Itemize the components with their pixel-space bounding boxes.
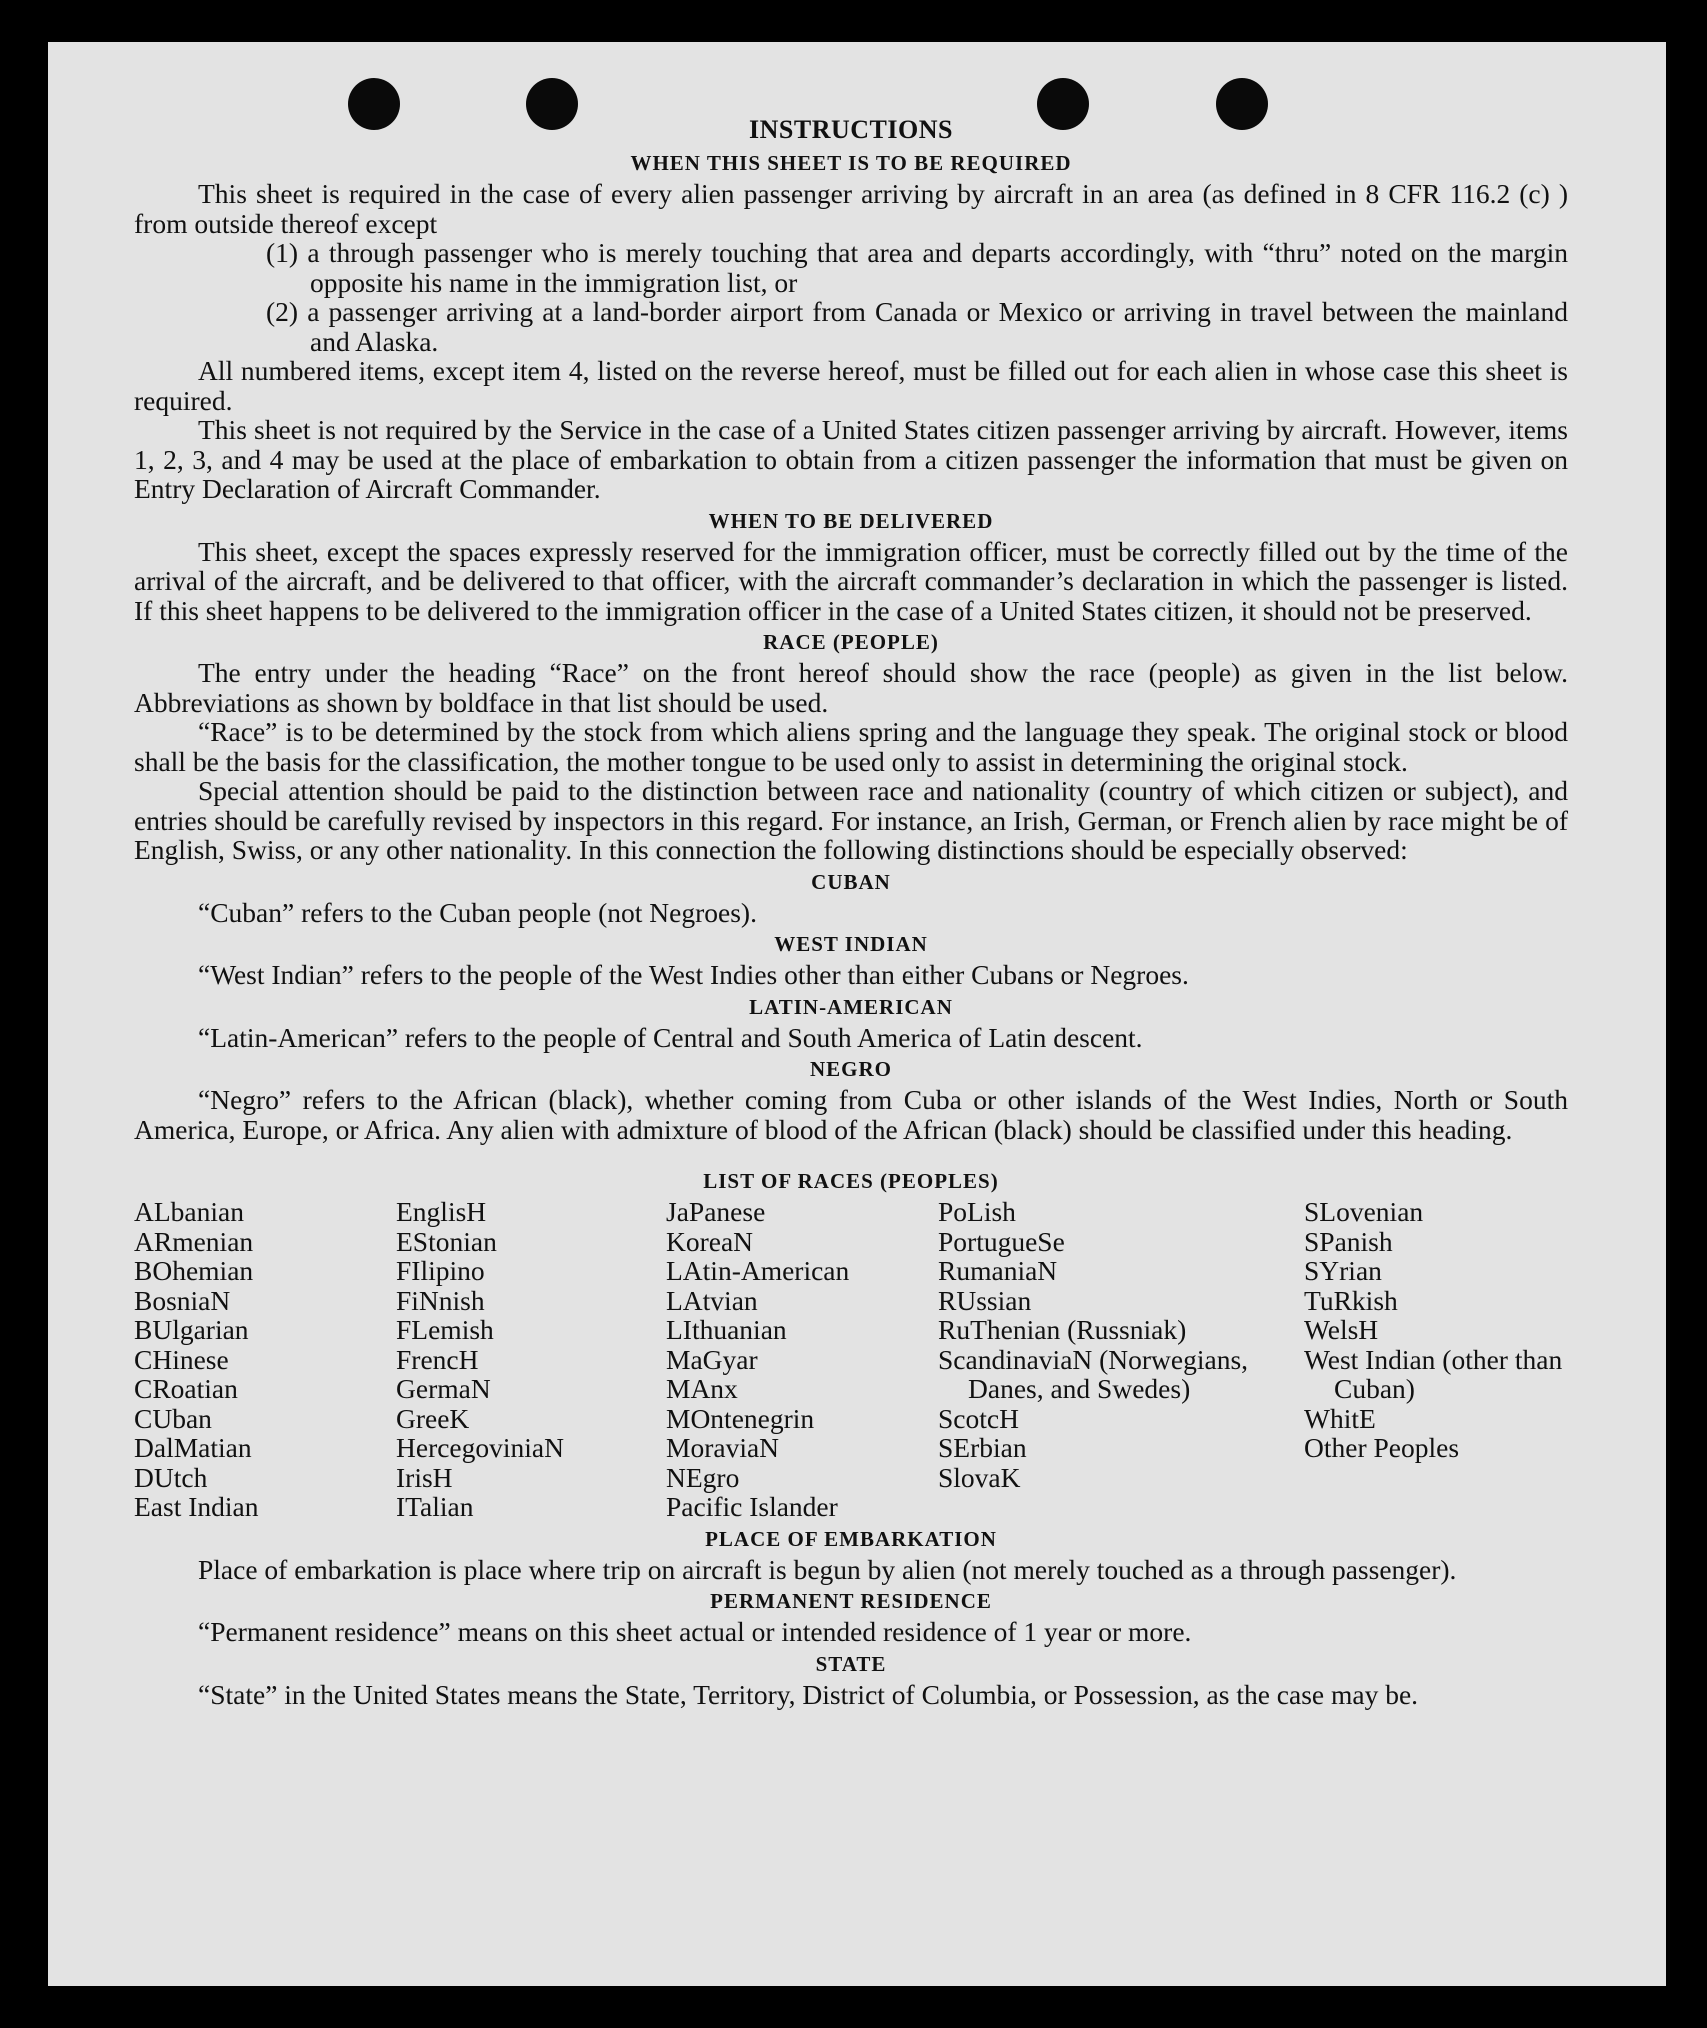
- race-item: SYrian: [1304, 1255, 1382, 1286]
- paragraph: “Permanent residence” means on this sheet actual or intended residence of 1 year or more.: [198, 1616, 1192, 1647]
- race-item: DalMatian: [134, 1432, 252, 1463]
- race-column: [666, 1197, 938, 1522]
- race-item: BUlgarian: [134, 1314, 249, 1345]
- race-item: MaGyar: [666, 1343, 758, 1375]
- race-item: LIthuanian: [666, 1314, 787, 1345]
- heading-negro: NEGRO: [809, 1057, 892, 1081]
- race-item: EnglisH: [396, 1196, 487, 1227]
- paragraph: “West Indian” refers to the people of the West Indies other than either Cubans or Negroes.: [198, 959, 1189, 990]
- race-item: HercegoviniaN: [396, 1432, 564, 1463]
- race-column: [396, 1197, 666, 1522]
- race-item: PoLish: [938, 1196, 1016, 1227]
- race-item: FIlipino: [396, 1255, 485, 1286]
- race-item: BOhemian: [134, 1255, 254, 1286]
- race-item: FLemish: [396, 1314, 494, 1345]
- paragraph: This sheet is required in the case of every alien passenger arriving by aircraft in an area (as defined in 8 CFR 116.2 (c) ) from outside thereof except: [134, 178, 1568, 239]
- exception-item: (2) a passenger arriving at a land-border airport from Canada or Mexico or arriving in travel between the mainland and Alaska.: [266, 296, 1568, 357]
- race-item: SLovenian: [1304, 1196, 1424, 1227]
- race-item: NEgro: [666, 1461, 740, 1493]
- race-item: MOntenegrin: [666, 1402, 815, 1434]
- race-item: LAtin-American: [666, 1255, 850, 1286]
- race-item: ScotcH: [938, 1402, 1019, 1434]
- paragraph: Place of embarkation is place where trip on aircraft is begun by alien (not merely touched as a through passenger).: [198, 1553, 1457, 1585]
- race-item: CHinese: [134, 1343, 229, 1375]
- heading-when-required: WHEN THIS SHEET IS TO BE REQUIRED: [630, 151, 1072, 175]
- race-item: JaPanese: [666, 1196, 766, 1227]
- race-item: WhitE: [1304, 1402, 1376, 1434]
- race-item: ITalian: [396, 1491, 474, 1522]
- race-item: TuRkish: [1304, 1284, 1398, 1316]
- race-item: MAnx: [666, 1373, 738, 1404]
- exception-item: (1) a through passenger who is merely touching that area and departs accordingly, with “thru” noted on the margin opposite his name in the immigration list, or: [266, 237, 1568, 298]
- paragraph: This sheet, except the spaces expressly reserved for the immigration officer, must be correctly filled out by the time of the arrival of the aircraft, and be delivered to that officer, with the aircraft commander’s declaration in which the passenger is listed. If this sheet happens to be delivered to the immigration officer in the case of a United States citizen, it should not be preserved.: [134, 535, 1568, 626]
- race-item: BosniaN: [134, 1284, 231, 1316]
- race-item: FrencH: [396, 1343, 479, 1375]
- race-column: [134, 1197, 396, 1522]
- race-list: [134, 1197, 1568, 1522]
- heading-place-of-embarkation: PLACE OF EMBARKATION: [705, 1526, 997, 1551]
- race-item: SErbian: [938, 1432, 1027, 1463]
- paragraph: “Cuban” refers to the Cuban people (not Negroes).: [198, 896, 757, 928]
- paragraph: Special attention should be paid to the distinction between race and nationality (country of which citizen or subject), and entries should be carefully revised by inspectors in this regard. For instance, an Irish, German, or French alien by race might be of English, Swiss, or any other nationality. In this connection the following distinctions should be especially observed:: [134, 775, 1568, 865]
- race-item: SlovaK: [938, 1461, 1021, 1493]
- document-page: [48, 42, 1666, 1986]
- paragraph: All numbered items, except item 4, listed on the reverse hereof, must be filled out for each alien in whose case this sheet is required.: [134, 355, 1568, 416]
- paragraph: This sheet is not required by the Service in the case of a United States citizen passenger arriving by aircraft. However, items 1, 2, 3, and 4 may be used at the place of embarkation to obtain from a citizen passenger the information that must be given on Entry Declaration of Aircraft Commander.: [134, 414, 1568, 504]
- heading-state: STATE: [815, 1651, 887, 1676]
- heading-west-indian: WEST INDIAN: [774, 932, 928, 956]
- instructions-body: [134, 114, 1568, 1709]
- heading-latin-american: LATIN-AMERICAN: [749, 994, 953, 1019]
- race-item: SPanish: [1304, 1225, 1393, 1257]
- race-column: [938, 1197, 1304, 1522]
- race-item: DUtch: [134, 1461, 208, 1493]
- race-item: RumaniaN: [938, 1255, 1058, 1286]
- race-item: MoraviaN: [666, 1432, 780, 1463]
- race-item: LAtvian: [666, 1284, 758, 1316]
- race-item: PortugueSe: [938, 1225, 1065, 1257]
- paragraph: “State” in the United States means the State, Territory, District of Columbia, or Possession, as the case may be.: [198, 1678, 1419, 1710]
- race-item: WelsH: [1304, 1314, 1379, 1345]
- race-item: IrisH: [396, 1461, 453, 1493]
- heading-list-of-races: LIST OF RACES (PEOPLES): [703, 1169, 999, 1193]
- race-item: RUssian: [938, 1284, 1032, 1316]
- race-item: CRoatian: [134, 1373, 238, 1404]
- heading-cuban: CUBAN: [811, 869, 891, 894]
- race-item: West Indian (other than Cuban): [1304, 1343, 1563, 1404]
- race-item: Pacific Islander: [666, 1491, 838, 1522]
- heading-permanent-residence: PERMANENT RESIDENCE: [710, 1589, 992, 1613]
- paragraph: The entry under the heading “Race” on the front hereof should show the race (people) as given in the list below. Abbreviations as shown by boldface in that list should be used.: [134, 657, 1568, 718]
- paragraph: “Race” is to be determined by the stock from which aliens spring and the language they speak. The original stock or blood shall be the basis for the classification, the mother tongue to be used only to assist in determining the original stock.: [134, 716, 1568, 777]
- race-item: ScandinaviaN (Norwegians, Danes, and Swedes): [938, 1343, 1249, 1404]
- page-title: INSTRUCTIONS: [749, 115, 953, 144]
- race-item: Other Peoples: [1304, 1432, 1460, 1463]
- paragraph: “Negro” refers to the African (black), whether coming from Cuba or other islands of the West Indies, North or South America, Europe, or Africa. Any alien with admixture of blood of the African (black) should be classified under this heading.: [134, 1084, 1568, 1145]
- race-item: ALbanian: [134, 1196, 244, 1227]
- race-item: GermaN: [396, 1373, 491, 1404]
- heading-when-delivered: WHEN TO BE DELIVERED: [708, 508, 994, 533]
- race-item: EStonian: [396, 1225, 497, 1257]
- heading-race: RACE (PEOPLE): [763, 630, 939, 654]
- race-item: KoreaN: [666, 1225, 754, 1257]
- paragraph: “Latin-American” refers to the people of Central and South America of Latin descent.: [198, 1021, 1143, 1053]
- race-item: ARmenian: [134, 1225, 254, 1257]
- race-item: CUban: [134, 1402, 212, 1434]
- race-item: East Indian: [134, 1491, 259, 1522]
- race-column: [1304, 1197, 1568, 1522]
- race-item: FiNnish: [396, 1284, 485, 1316]
- race-item: GreeK: [396, 1402, 470, 1434]
- race-item: RuThenian (Russniak): [938, 1314, 1187, 1345]
